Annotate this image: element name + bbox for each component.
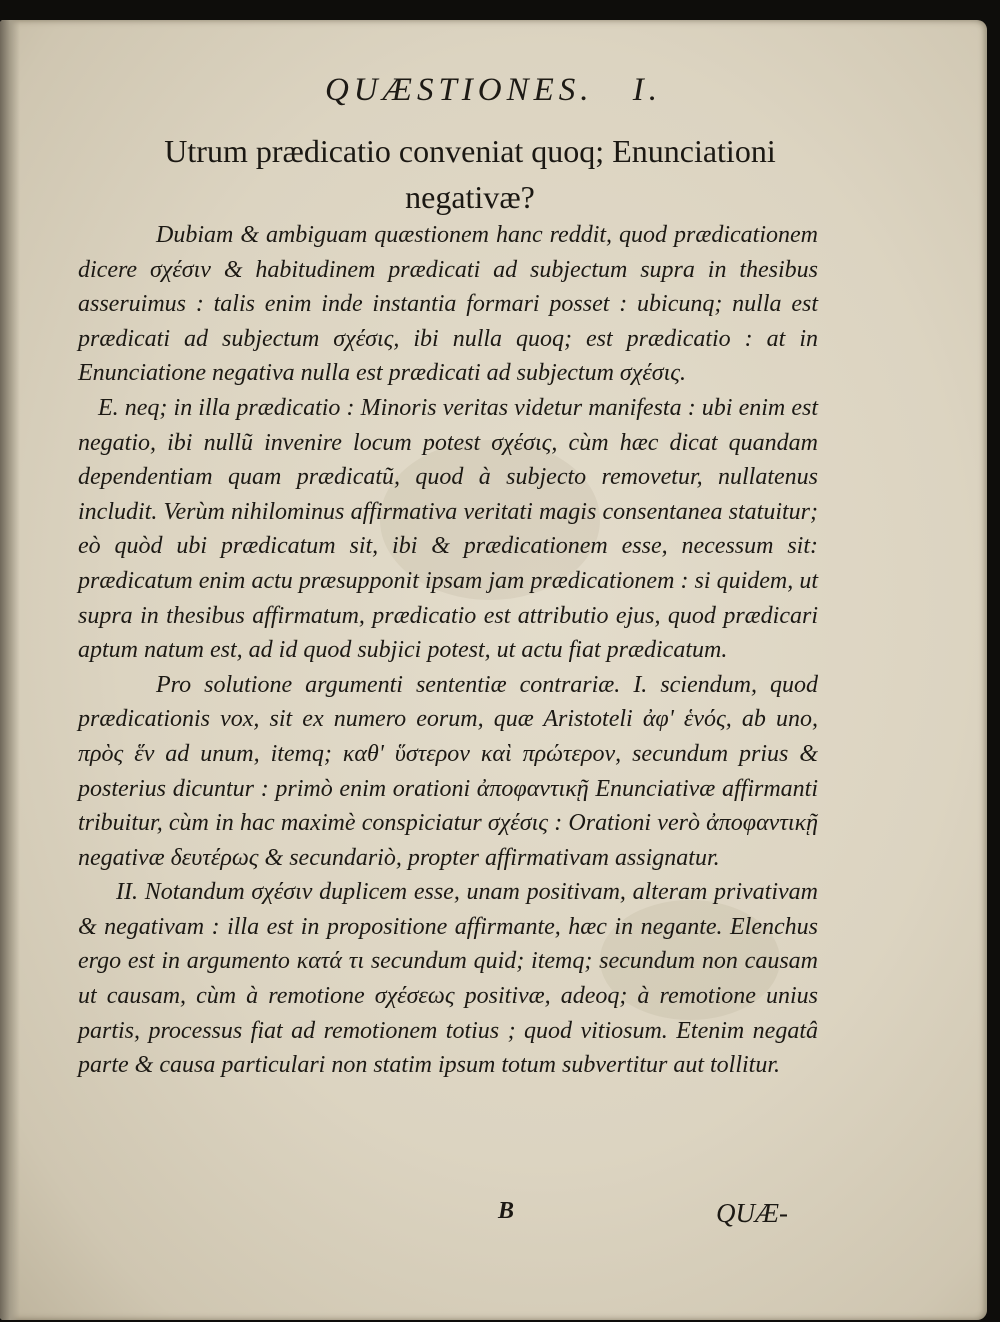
book-page (0, 20, 987, 1320)
body-text (78, 218, 818, 1083)
paragraph: E. neq; in illa prædicatio : Minoris veritas videtur manifesta : ubi enim est negatio, ibi nullũ invenire locum potest σχέσις, cùm hæc dicat quandam dependentiam quam prædicatũ, quod à subjecto removetur, nullatenus includit. Verùm nihilominus affirmativa veritati magis consentanea statuitur; eò quòd ubi prædicatum sit, ibi & prædicationem esse, necessum sit: prædicatum enim actu præsupponit ipsam jam prædicationem : si quidem, ut supra in thesibus affirmatum, prædicatio est attributio ejus, quod prædicari aptum natum est, ad id quod subjici potest, ut actu fiat prædicatum. (78, 394, 818, 664)
page-gutter-shadow (0, 20, 20, 1320)
running-head (0, 72, 987, 109)
paragraph: II. Notandum σχέσιν duplicem esse, unam positivam, alteram privativam & negativam : illa est in propositione affirmante, hæc in negante. Elenchus ergo est in argumento κατά τι secundum quid; itemq; secundum non causam ut causam, cùm à remotione σχέσεως positivæ, adeoq; à remotione unius partis, processus fiat ad remotionem totius ; quod vitiosum. Etenim negatâ parte & causa particulari non statim ipsum totum subvertitur aut tollitur. (78, 879, 818, 1079)
paragraph: Dubiam & ambiguam quæstionem hanc reddit, quod prædicationem dicere σχέσιν & habitudinem prædicati ad subjectum supra in thesibus asseruimus : talis enim inde instantia formari posset : ubicunq; nulla est prædicati ad subjectum σχέσις, ibi nulla quoq; est prædicatio : at in Enunciatione negativa nulla est prædicati ad subjectum σχέσις. (78, 222, 818, 387)
question-title: Utrum prædicatio conveniat quoq; Enunciationi negativæ? (164, 133, 776, 215)
paragraph: Pro solutione argumenti sententiæ contrariæ. I. sciendum, quod prædicationis vox, sit ex numero eorum, quæ Aristoteli ἀφ' ἑνός, ab uno, πρὸς ἕν ad unum, itemq; καθ' ὕστερον καὶ πρώτερον, secundum prius & posterius dicuntur : primò enim orationi ἀποφαντικῇ Enunciativæ affirmanti tribuitur, cùm in hac maximè conspiciatur σχέσις : Orationi verò ἀποφαντικῇ negativæ δευτέρως & secundariò, propter affirmativam assignatur. (78, 671, 818, 871)
running-head-number: I. (632, 72, 663, 108)
running-head-title: QUÆSTIONES. (324, 72, 594, 108)
signature-mark: B (498, 1198, 515, 1224)
catchword: QUÆ- (716, 1198, 788, 1228)
